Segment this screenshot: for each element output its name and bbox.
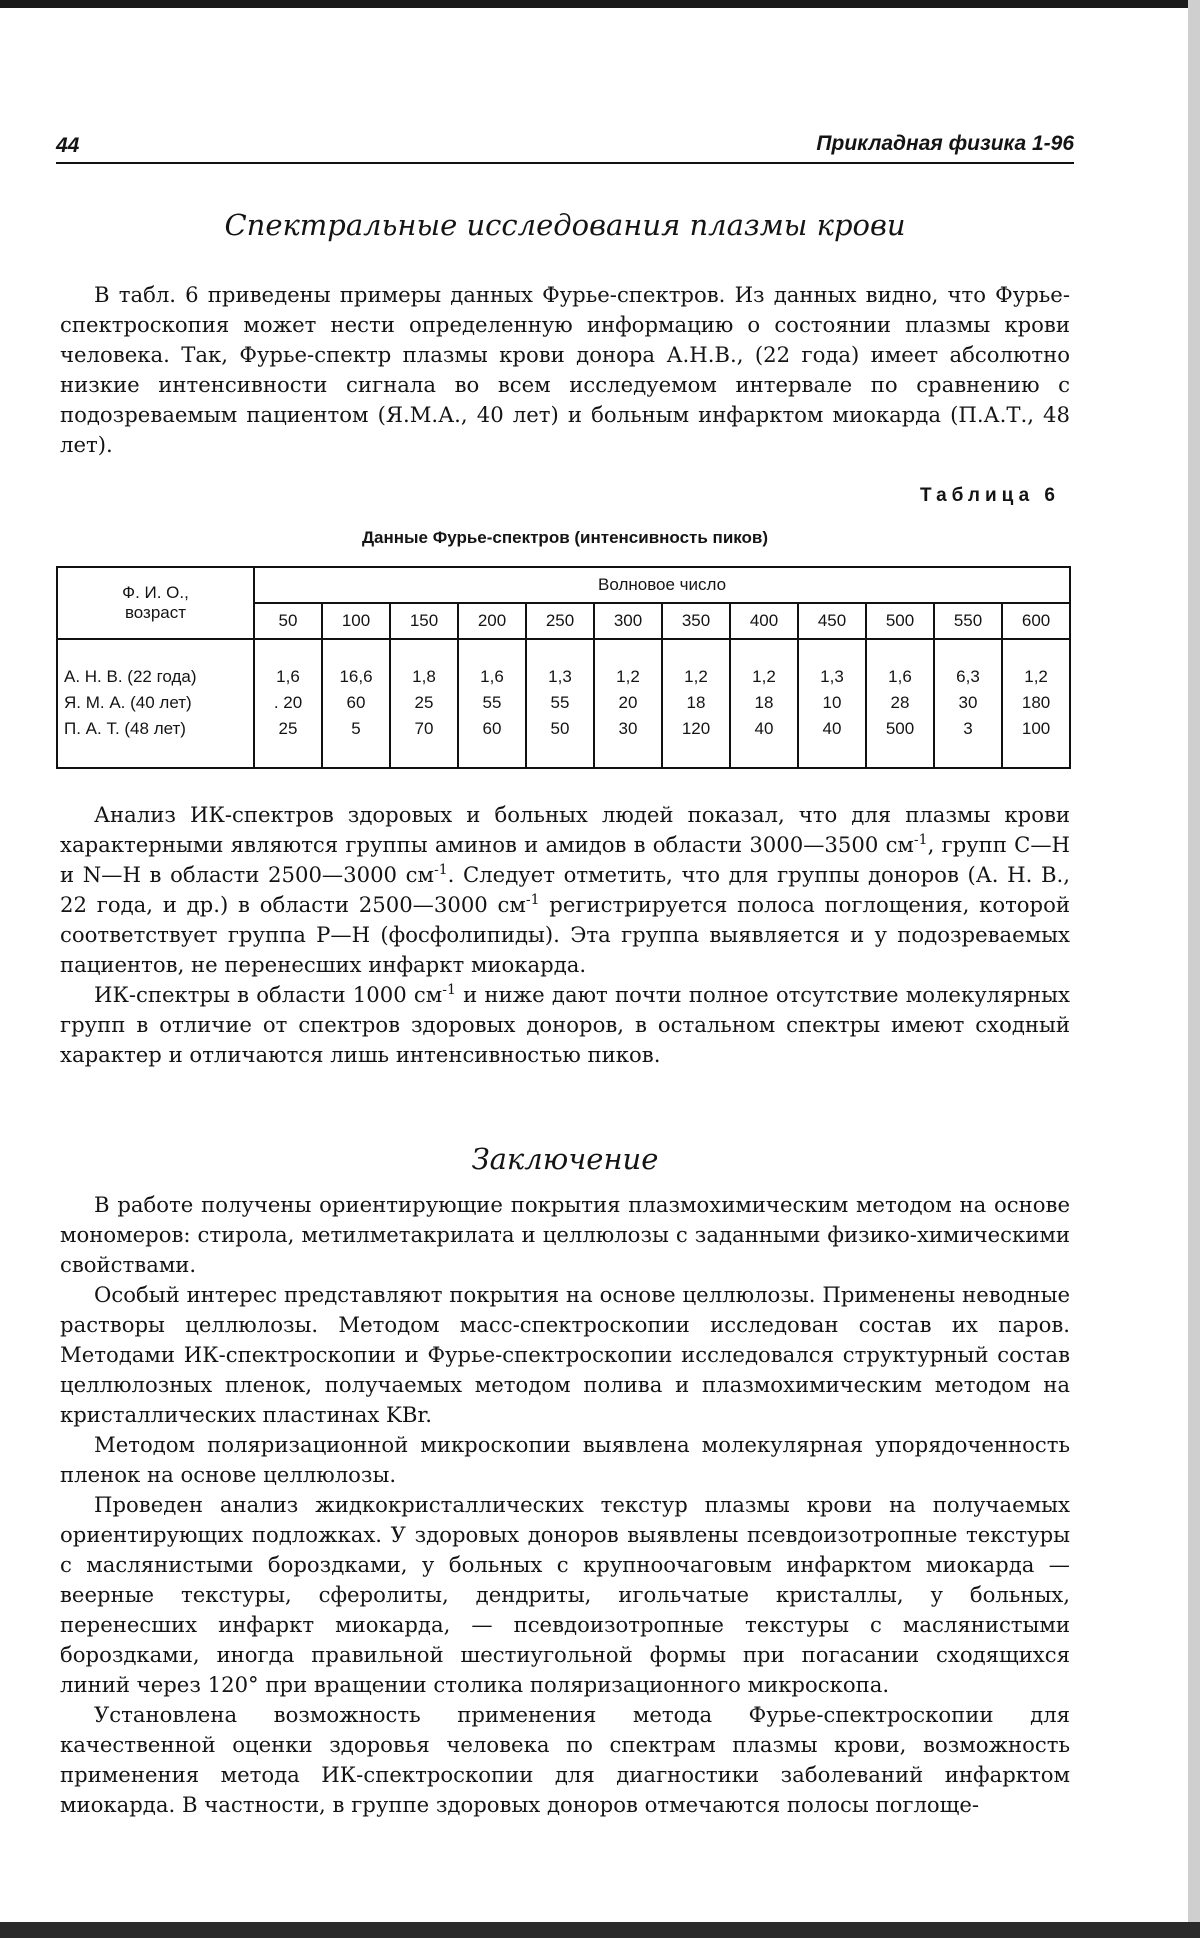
table-value: 1,8 (412, 667, 436, 687)
wavenumber-cell: 450 (798, 603, 866, 638)
wavenumber-cell: 250 (526, 603, 594, 638)
table-value: 18 (686, 693, 706, 713)
fourier-data-table (56, 566, 1071, 769)
table-value: 500 (885, 719, 915, 739)
table-value: 30 (958, 693, 978, 713)
table-value: 1,2 (1024, 667, 1048, 687)
patient-names-cell (57, 639, 254, 768)
section-title-spectral: Спектральные исследования плазмы крови (224, 208, 906, 242)
text-run: ИК-спектры в области 1000 см (94, 982, 443, 1007)
scan-border-right (1188, 0, 1200, 1938)
conclusion-paragraph: Проведен анализ жидкокристаллических текстур плазмы крови на получаемых ориентирующих подложках. У здоровых доноров выявлены псевдоизотропные текстуры с маслянистыми бороздками, у больных с крупноочаговым инфарктом миокарда — веерные текстуры, сферолиты, дендриты, игольчатые кристаллы, у больных, перенесших инфаркт миокарда, — псевдоизотропные текстуры с маслянистыми бороздками, иногда правильной шестиугольной формы при погасании сходящихся линий через 120° при вращении столика поляризационного микроскопа. (60, 1492, 1070, 1697)
wavenumber-header: Волновое число (254, 567, 1070, 603)
table-value: 70 (414, 719, 434, 739)
wavenumber-cell: 300 (594, 603, 662, 638)
section-title-conclusion: Заключение (471, 1142, 659, 1176)
conclusion-paragraph: Методом поляризационной микроскопии выявлена молекулярная упорядоченность пленок на основе целлюлозы. (60, 1432, 1070, 1487)
table-value: 25 (414, 693, 434, 713)
conclusion-paragraph: Установлена возможность применения метода Фурье-спектроскопии для качественной оценки здоровья человека по спектрам плазмы крови, возможность применения метода ИК-спектроскопии для диагностики заболеваний инфарктом миокарда. В частности, в группе здоровых доноров отмечаются полосы поглоще- (60, 1702, 1070, 1817)
table-value: 1,2 (752, 667, 776, 687)
value-column (390, 639, 458, 768)
wavenumber-cell: 350 (662, 603, 730, 638)
table-caption: Данные Фурье-спектров (интенсивность пиков) (361, 528, 769, 547)
text-run: Анализ ИК-спектров здоровых и больных людей показал, что для плазмы крови характерными являются группы аминов и амидов в области 3000—3500 см (60, 802, 1070, 857)
table-value: 16,6 (339, 667, 373, 687)
wavenumber-cell: 500 (866, 603, 934, 638)
table-value: 3 (963, 719, 973, 739)
wavenumber-cell: 200 (458, 603, 526, 638)
value-column (594, 639, 662, 768)
wavenumber-cell: 550 (934, 603, 1002, 638)
table-value: 55 (482, 693, 502, 713)
table-value: 50 (550, 719, 570, 739)
value-column (866, 639, 934, 768)
wavenumber-cell: 150 (390, 603, 458, 638)
patient-name: А. Н. В. (22 года) (64, 667, 197, 687)
text-run: и ниже дают почти полное отсутствие молекулярных групп в отличие от спектров здоровых доноров, в остальном спектры имеют сходный характер и отличаются лишь интенсивностью пиков. (60, 982, 1070, 1067)
table-value: 10 (822, 693, 842, 713)
table-value: 5 (351, 719, 361, 739)
superscript: -1 (442, 981, 456, 998)
conclusion-paragraph: В работе получены ориентирующие покрытия плазмохимическим методом на основе мономеров: стирола, метилметакрилата и целлюлозы с заданными физико-химическими свойствами. (60, 1192, 1070, 1277)
wavenumber-cell: 600 (1002, 603, 1070, 638)
value-column (458, 639, 526, 768)
table-value: 25 (278, 719, 298, 739)
journal-title: Прикладная физика 1-96 (816, 132, 1074, 155)
table-value: 1,6 (276, 667, 300, 687)
table-value: 120 (681, 719, 711, 739)
wavenumber-cell: 100 (322, 603, 390, 638)
table-value: 180 (1021, 693, 1051, 713)
analysis-text (60, 800, 1070, 1070)
table-value: 1,3 (820, 667, 844, 687)
table-value: 1,6 (480, 667, 504, 687)
intro-text (60, 280, 1070, 460)
table-value: 28 (890, 693, 910, 713)
table-value: 1,2 (684, 667, 708, 687)
intro-paragraph: В табл. 6 приведены примеры данных Фурье-спектров. Из данных видно, что Фурье-спектроскопия может нести определенную информацию о состоянии плазмы крови человека. Так, Фурье-спектр плазмы крови донора А.Н.В., (22 года) имеет абсолютно низкие интенсивности сигнала во всем исследуемом интервале по сравнению с подозреваемым пациентом (Я.М.А., 40 лет) и больным инфарктом миокарда (П.А.Т., 48 лет). (60, 282, 1070, 457)
table-value: 100 (1021, 719, 1051, 739)
value-column (798, 639, 866, 768)
value-column (1002, 639, 1070, 768)
value-column (254, 639, 322, 768)
superscript: -1 (525, 891, 540, 908)
table-value: 1,3 (548, 667, 572, 687)
wavenumber-cell: 50 (254, 603, 322, 638)
table-value: 1,2 (616, 667, 640, 687)
value-column (526, 639, 594, 768)
table-value: . 20 (273, 693, 303, 713)
scan-border-top (0, 0, 1200, 8)
page-number: 44 (56, 134, 80, 157)
patient-name: Я. М. А. (40 лет) (64, 693, 192, 713)
table-value: 55 (550, 693, 570, 713)
table-value: 60 (346, 693, 366, 713)
name-header-line1: Ф. И. О., (122, 582, 189, 602)
wavenumber-cell: 400 (730, 603, 798, 638)
analysis-paragraph-1 (60, 800, 1070, 980)
table-value: 40 (822, 719, 842, 739)
name-header (57, 567, 254, 639)
value-column (322, 639, 390, 768)
analysis-paragraph-2 (60, 980, 1070, 1070)
text-run: . Следует отметить, что для группы доноров (А. Н. В., 22 года, и др.) в области 2500—3000 см (60, 862, 1070, 917)
value-column (730, 639, 798, 768)
value-column (934, 639, 1002, 768)
table-value: 20 (618, 693, 638, 713)
table-value: 1,6 (888, 667, 912, 687)
scan-border-bottom (0, 1922, 1200, 1938)
name-header-line2: возраст (124, 602, 187, 622)
patient-name: П. А. Т. (48 лет) (64, 719, 186, 739)
text-run: регистрируется полоса поглощения, которой соответствует группа Р—Н (фосфолипиды). Эта группа выявляется и у подозреваемых пациентов, не перенесших инфаркт миокарда. (60, 892, 1070, 977)
table-value: 18 (754, 693, 774, 713)
superscript: -1 (434, 861, 448, 878)
value-column (662, 639, 730, 768)
text-run: , групп С—Н и N—Н в области 2500—3000 см (60, 832, 1070, 887)
conclusion-text (60, 1190, 1070, 1820)
running-head (56, 118, 1074, 164)
table-value: 40 (754, 719, 774, 739)
table-value: 60 (482, 719, 502, 739)
conclusion-paragraph: Особый интерес представляют покрытия на основе целлюлозы. Применены неводные растворы целлюлозы. Методом масс-спектроскопии исследован состав их паров. Методами ИК-спектроскопии и Фурье-спектроскопии исследовался структурный состав целлюлозных пленок, получаемых методом полива и плазмохимическим методом на кристаллических пластинах KBr. (60, 1282, 1070, 1427)
superscript: -1 (913, 831, 928, 848)
table-value: 6,3 (956, 667, 980, 687)
table-label: Таблица 6 (919, 485, 1060, 506)
table-value: 30 (618, 719, 638, 739)
